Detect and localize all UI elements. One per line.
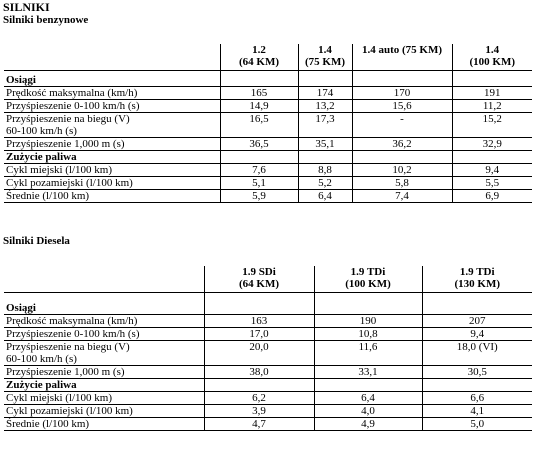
- value-cell: 5,1: [220, 176, 298, 189]
- column-header: [422, 266, 532, 292]
- diesel-table: [4, 266, 532, 431]
- row-label-line1: Przyśpieszenie 1,000 m (s): [6, 137, 125, 150]
- value-cell: 8,8: [298, 163, 352, 176]
- value-cell: 10,2: [352, 163, 452, 176]
- row-label-line2: 60-100 km/h (s): [6, 352, 77, 365]
- value-cell: 17,0: [204, 327, 314, 340]
- value-cell: 30,5: [422, 365, 532, 378]
- column-header-line1: 1.4 auto (75 KM): [361, 44, 443, 56]
- value-cell: 9,4: [452, 163, 532, 176]
- document-title: SILNIKI: [3, 0, 50, 14]
- column-header-line1: 1.9 TDi: [459, 266, 495, 278]
- row-label-line1: Przyśpieszenie 0-100 km/h (s): [6, 327, 140, 340]
- value-cell: 20,0: [204, 340, 314, 365]
- value-cell: 4,1: [422, 404, 532, 417]
- table-row: [4, 99, 532, 112]
- section-empty-cell: [298, 150, 352, 163]
- value-cell: 11,2: [452, 99, 532, 112]
- value-cell: 6,9: [452, 189, 532, 202]
- column-header-line2: (100 KM): [345, 278, 391, 290]
- value-cell: 6,4: [314, 391, 422, 404]
- column-header-line1: 1.4: [485, 44, 500, 56]
- header-blank-cell: [4, 266, 204, 292]
- value-cell: 5,5: [452, 176, 532, 189]
- row-label: [4, 176, 220, 189]
- section-title: Zużycie paliwa: [4, 150, 220, 163]
- value-cell: 7,6: [220, 163, 298, 176]
- column-header: [352, 44, 452, 70]
- row-label-line1: Cykl pozamiejski (l/100 km): [6, 176, 133, 189]
- value-cell: 190: [314, 314, 422, 327]
- value-cell: 191: [452, 86, 532, 99]
- section-empty-cell: [352, 70, 452, 86]
- table-row: [4, 189, 532, 202]
- value-cell: 5,8: [352, 176, 452, 189]
- column-header-line2: (130 KM): [454, 278, 500, 290]
- value-cell: 7,4: [352, 189, 452, 202]
- section-empty-cell: [452, 150, 532, 163]
- section-empty-cell: [220, 70, 298, 86]
- row-label: [4, 340, 204, 365]
- value-cell: 11,6: [314, 340, 422, 365]
- value-cell: 38,0: [204, 365, 314, 378]
- section-row: [4, 378, 532, 391]
- table-row: [4, 314, 532, 327]
- section-row: [4, 70, 532, 86]
- section-empty-cell: [314, 292, 422, 314]
- value-cell: 35,1: [298, 137, 352, 150]
- table-row: [4, 340, 532, 365]
- column-header-line2: (64 KM): [238, 56, 279, 68]
- column-header-line1: 1.4: [318, 44, 332, 56]
- row-label-line1: Przyśpieszenie 1,000 m (s): [6, 365, 125, 378]
- row-label: [4, 86, 220, 99]
- value-cell: 9,4: [422, 327, 532, 340]
- header-row: [4, 266, 532, 292]
- value-cell: 36,2: [352, 137, 452, 150]
- column-header-line1: 1.2: [252, 44, 266, 56]
- row-label: [4, 112, 220, 137]
- table-row: [4, 112, 532, 137]
- row-label: [4, 417, 204, 430]
- petrol-heading: Silniki benzynowe: [3, 14, 89, 26]
- table-row: [4, 404, 532, 417]
- value-cell: 15,2: [452, 112, 532, 137]
- table-row: [4, 86, 532, 99]
- petrol-table: [4, 44, 532, 203]
- row-label-line1: Przyśpieszenie na biegu (V): [6, 112, 130, 125]
- column-header-line2: (100 KM): [469, 56, 515, 68]
- column-header: [204, 266, 314, 292]
- value-cell: 13,2: [298, 99, 352, 112]
- header-row: [4, 44, 532, 70]
- row-label-line1: Prędkość maksymalna (km/h): [6, 86, 138, 99]
- value-cell: 6,2: [204, 391, 314, 404]
- row-label-line1: Cykl pozamiejski (l/100 km): [6, 404, 133, 417]
- table-row: [4, 417, 532, 430]
- value-cell: 163: [204, 314, 314, 327]
- row-label-line1: Cykl miejski (l/100 km): [6, 163, 113, 176]
- value-cell: 4,7: [204, 417, 314, 430]
- row-label-line2: 60-100 km/h (s): [6, 124, 77, 137]
- value-cell: 6,6: [422, 391, 532, 404]
- value-cell: 33,1: [314, 365, 422, 378]
- section-empty-cell: [352, 150, 452, 163]
- value-cell: 5,9: [220, 189, 298, 202]
- section-empty-cell: [422, 292, 532, 314]
- row-label: [4, 163, 220, 176]
- value-cell: 3,9: [204, 404, 314, 417]
- column-header-line1: 1.9 TDi: [350, 266, 386, 278]
- value-cell: 165: [220, 86, 298, 99]
- value-cell: 16,5: [220, 112, 298, 137]
- row-label-line1: Średnie (l/100 km): [6, 417, 90, 430]
- column-header-line2: (64 KM): [238, 278, 279, 290]
- row-label: [4, 404, 204, 417]
- value-cell: 170: [352, 86, 452, 99]
- table-row: [4, 163, 532, 176]
- value-cell: 5,0: [422, 417, 532, 430]
- section-empty-cell: [298, 70, 352, 86]
- section-row: [4, 150, 532, 163]
- table-row: [4, 365, 532, 378]
- value-cell: 32,9: [452, 137, 532, 150]
- value-cell: 174: [298, 86, 352, 99]
- value-cell: 17,3: [298, 112, 352, 137]
- value-cell: 5,2: [298, 176, 352, 189]
- value-cell: 10,8: [314, 327, 422, 340]
- diesel-heading: Silniki Diesela: [3, 235, 70, 247]
- value-cell: 14,9: [220, 99, 298, 112]
- value-cell: 6,4: [298, 189, 352, 202]
- section-title: Osiągi: [4, 70, 220, 86]
- column-header: [298, 44, 352, 70]
- section-empty-cell: [204, 292, 314, 314]
- row-label-line1: Przyśpieszenie na biegu (V): [6, 340, 130, 353]
- row-label: [4, 365, 204, 378]
- header-blank-cell: [4, 44, 220, 70]
- value-cell: 36,5: [220, 137, 298, 150]
- value-cell: 4,9: [314, 417, 422, 430]
- row-label: [4, 391, 204, 404]
- column-header: [220, 44, 298, 70]
- section-row: [4, 292, 532, 314]
- section-empty-cell: [220, 150, 298, 163]
- row-label-line1: Przyśpieszenie 0-100 km/h (s): [6, 99, 140, 112]
- table-row: [4, 176, 532, 189]
- column-header-line2: (75 KM): [304, 56, 345, 68]
- section-empty-cell: [422, 378, 532, 391]
- value-cell: 18,0 (VI): [422, 340, 532, 365]
- row-label: [4, 189, 220, 202]
- section-empty-cell: [314, 378, 422, 391]
- row-label-line1: Prędkość maksymalna (km/h): [6, 314, 138, 327]
- table-row: [4, 391, 532, 404]
- row-label: [4, 99, 220, 112]
- section-empty-cell: [452, 70, 532, 86]
- row-label-line1: Cykl miejski (l/100 km): [6, 391, 113, 404]
- section-empty-cell: [204, 378, 314, 391]
- value-cell: 207: [422, 314, 532, 327]
- row-label: [4, 137, 220, 150]
- row-label: [4, 327, 204, 340]
- section-title: Osiągi: [4, 292, 204, 314]
- section-title: Zużycie paliwa: [4, 378, 204, 391]
- table-row: [4, 137, 532, 150]
- column-header: [452, 44, 532, 70]
- row-label-line1: Średnie (l/100 km): [6, 189, 90, 202]
- value-cell: -: [352, 112, 452, 137]
- value-cell: 15,6: [352, 99, 452, 112]
- column-header: [314, 266, 422, 292]
- column-header-line1: 1.9 SDi: [242, 266, 276, 278]
- row-label: [4, 314, 204, 327]
- table-row: [4, 327, 532, 340]
- value-cell: 4,0: [314, 404, 422, 417]
